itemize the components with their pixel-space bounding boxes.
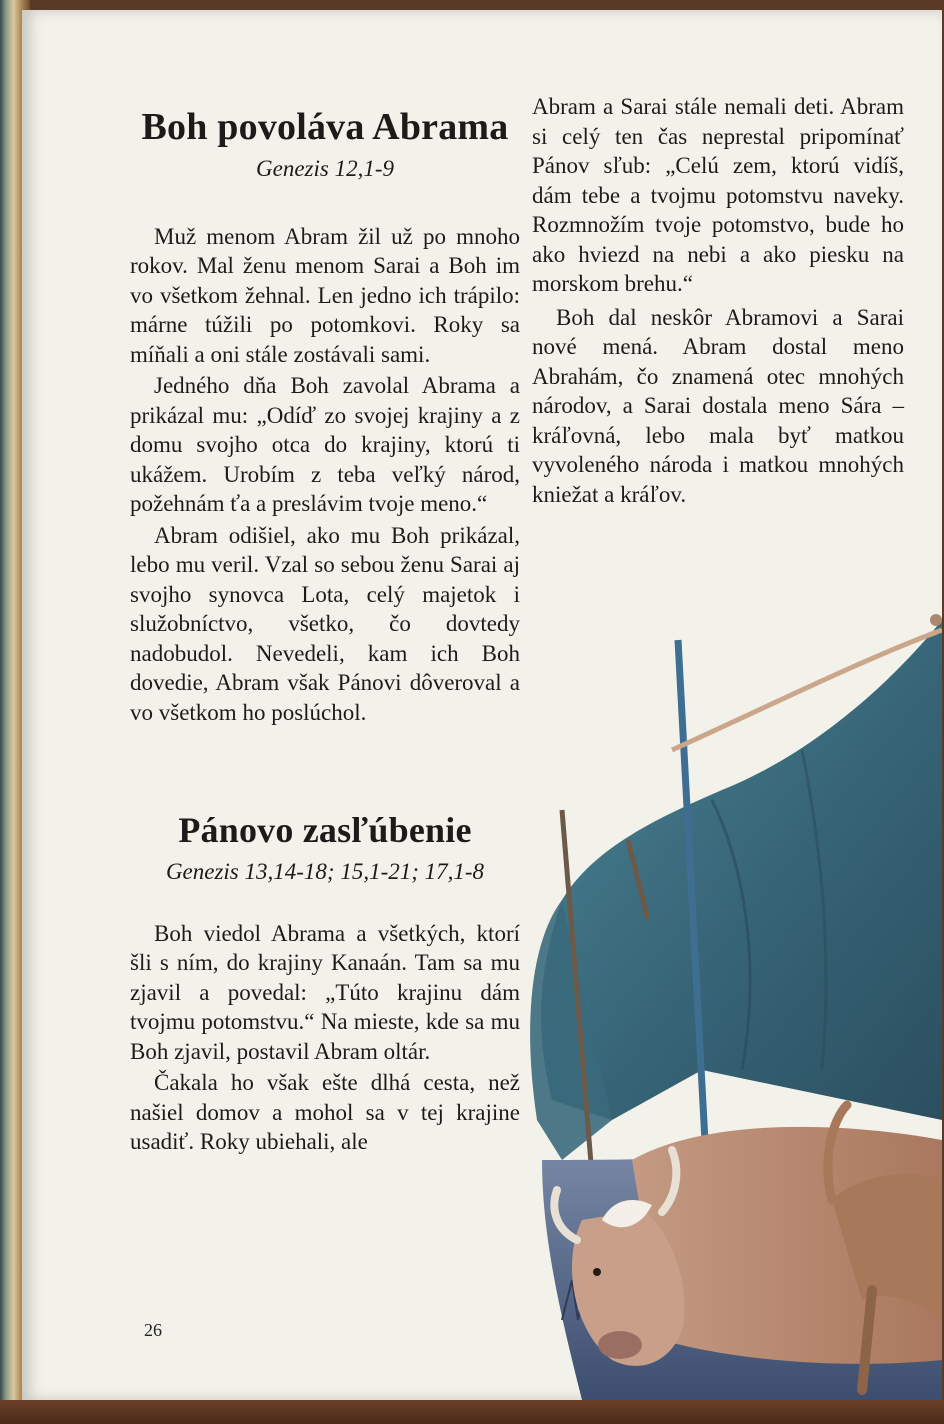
scripture-reference: Genezis 12,1-9: [256, 156, 394, 181]
tent-and-ox-illustration: [502, 600, 942, 1400]
section-abram-called: [130, 106, 520, 727]
section-title: Pánovo zasľúbenie: [178, 810, 472, 850]
paragraph: Boh viedol Abrama a všetkých, ktorí šli s ním, do krajiny Kanaán. Tam sa mu zjavil a povedal: „Túto krajinu dám tvojmu potomstvu.“ Na mieste, kde sa mu Boh zjavil, postavil Abram oltár.: [130, 920, 520, 1064]
paragraph: Čakala ho však ešte dlhá cesta, než našiel domov a mohol sa v tej krajine usadiť. Roky ubiehali, ale: [130, 1070, 520, 1154]
section-lords-promise: [130, 809, 520, 1157]
section-title: Boh povoláva Abrama: [141, 106, 509, 148]
right-column: [532, 92, 904, 511]
paragraph: Muž menom Abram žil už po mnoho rokov. Mal ženu menom Sarai a Boh im vo všetkom žehnal. Len jedno ich trápilo: márne túžili po potomkovi. Roky sa míňali a oni stále zostávali sami.: [130, 223, 520, 367]
left-column: [130, 106, 520, 1159]
paragraph: Abram odišiel, ako mu Boh prikázal, lebo mu veril. Vzal so sebou ženu Sarai aj svojho synovca Lota, celý majetok i služobníctvo, všetko, čo dovtedy nadobudol. Nevedeli, kam ich Boh dovedie, Abram však Pánovi dôveroval a vo všetkom ho poslúchol.: [130, 522, 520, 725]
tent: [530, 614, 942, 1200]
scripture-reference: Genezis 13,14-18; 15,1-21; 17,1-8: [165, 859, 485, 884]
page-number: 26: [144, 1320, 162, 1340]
book-bottom-edge: [0, 1400, 944, 1424]
paragraph: Abram a Sarai stále nemali deti. Abram si celý ten čas neprestal pripomínať Pánov sľub: „Celú zem, ktorú vidíš, dám tebe a tvojmu potomstvu naveky. Rozmnožím tvoje potomstvo, bude ho ako hviezd na nebi a ako piesku na morskom brehu.“: [532, 94, 904, 296]
paragraph: Jedného dňa Boh zavolal Abrama a prikázal mu: „Odíď zo svojej krajiny a z domu svojho otca do krajiny, ktorú ti ukážem. Urobím z teba veľký národ, požehnám ťa a preslávim tvoje meno.“: [130, 373, 520, 516]
book-page: [22, 10, 942, 1400]
paragraph: Boh dal neskôr Abramovi a Sarai nové mená. Abram dostal meno Abrahám, čo znamená otec mnohých národov, a Sarai dostala meno Sára – kráľovná, lebo mala byť matkou vyvoleného národa i matkou mnohých kniežat a kráľov.: [532, 304, 904, 507]
